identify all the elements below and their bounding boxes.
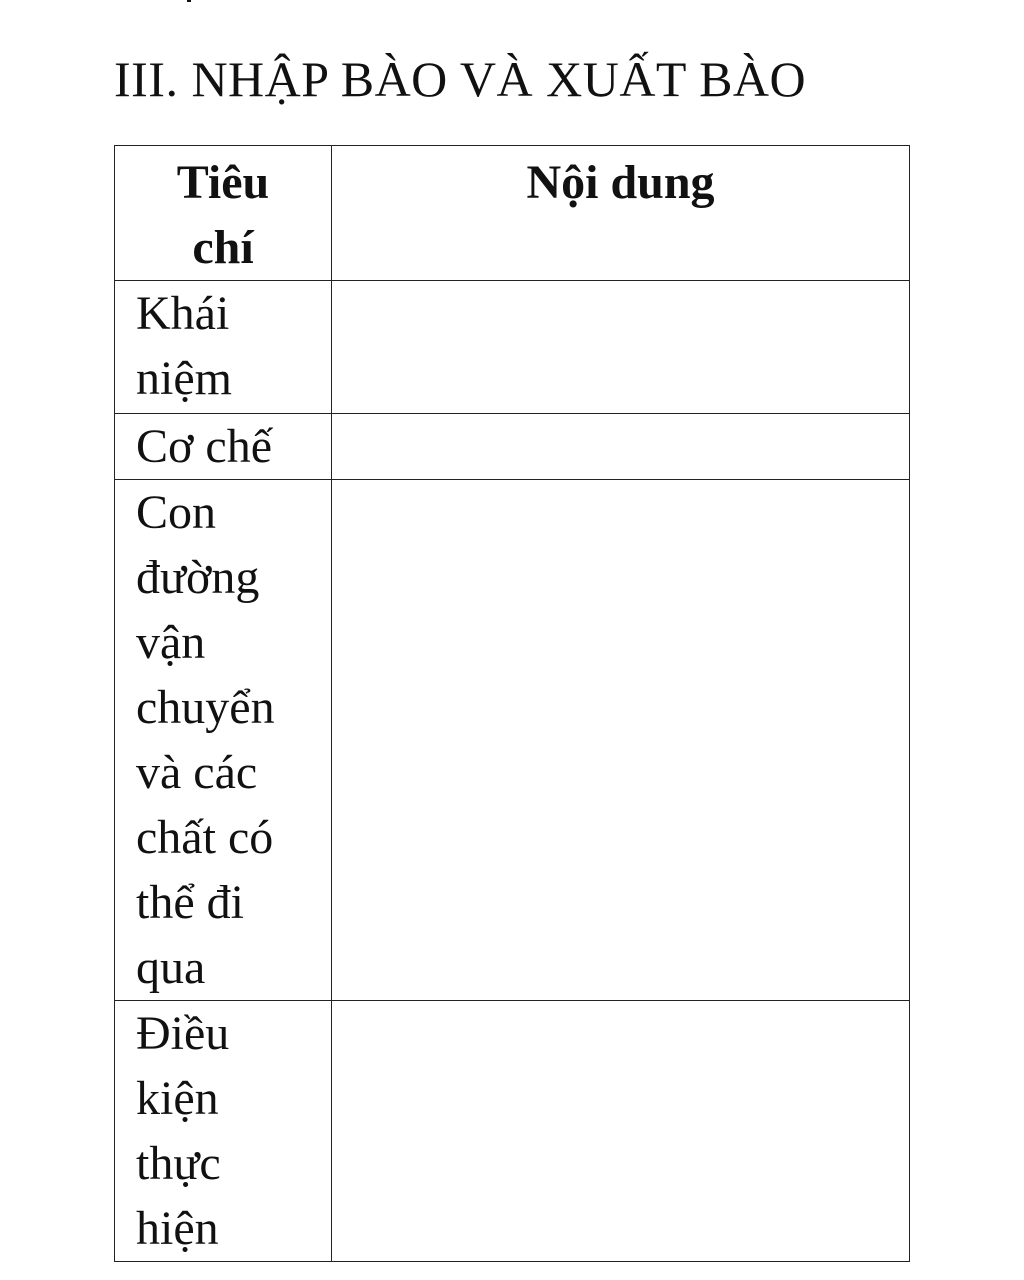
header-criterion-label: Tiêu chí	[176, 156, 270, 274]
table-row	[115, 480, 910, 1001]
row-content-cell	[332, 480, 910, 1001]
header-content-label: Nội dung	[526, 156, 715, 209]
row-criterion-label: Điều kiện thực hiện	[136, 1007, 230, 1255]
table-row	[115, 281, 910, 414]
row-criterion	[115, 414, 332, 480]
row-content-cell	[332, 414, 910, 480]
previous-line-fragment	[185, 0, 225, 6]
row-criterion-label: Khái niệm	[136, 287, 232, 405]
table-row	[115, 414, 910, 480]
row-criterion	[115, 480, 332, 1001]
row-content-cell	[332, 281, 910, 414]
section-title: III. NHẬP BÀO VÀ XUẤT BÀO	[114, 51, 807, 107]
row-criterion-label: Con đường vận chuyển và các chất có thể đi qua	[136, 486, 275, 994]
header-content	[332, 146, 910, 281]
row-criterion	[115, 281, 332, 414]
table-header-row	[115, 146, 910, 281]
row-criterion-label: Cơ chế	[136, 420, 273, 473]
row-content-cell	[332, 1001, 910, 1262]
table-row	[115, 1001, 910, 1262]
comparison-table	[114, 145, 910, 1262]
header-criterion	[115, 146, 332, 281]
row-criterion	[115, 1001, 332, 1262]
